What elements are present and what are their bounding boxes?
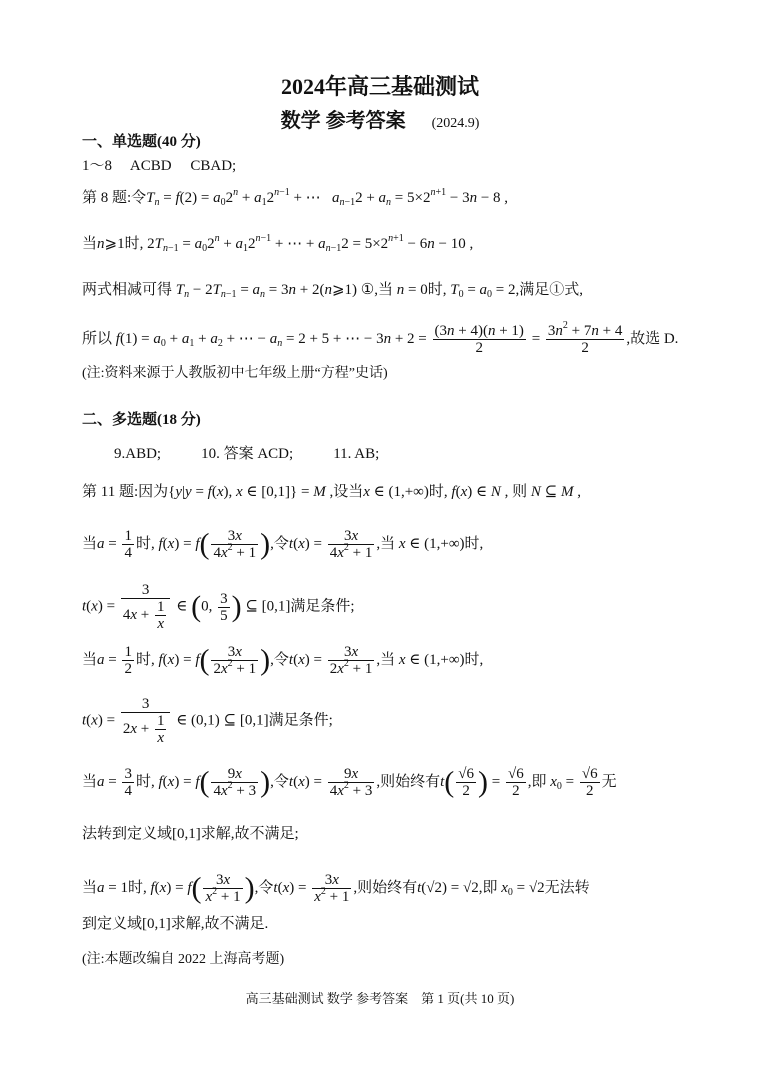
case-ie: ,即 xyxy=(478,879,498,896)
page-subtitle xyxy=(0,104,760,133)
fraction: $\frac{3x}{2x^2 + 1}$ xyxy=(213,644,257,677)
fraction: $\frac{1}{4}$ xyxy=(124,528,132,561)
case-no1b: 法转到定义域 xyxy=(82,826,173,842)
case-no2: 无法转 xyxy=(544,879,590,896)
case-when-x: ,当 xyxy=(376,651,396,668)
fraction: $\frac{3}{5}$ xyxy=(220,590,228,624)
q8-so: 所以 xyxy=(82,330,113,347)
case-always: ,则始终有 xyxy=(353,879,418,896)
case-one-cont: 到定义域[0,1]求解,故不满足. xyxy=(82,916,269,932)
case-solve: 求解,故不满足; xyxy=(200,826,299,842)
q8-when: 当 xyxy=(82,236,98,252)
case-time: 时, xyxy=(135,651,155,668)
case-quarter: 当a = $\frac{1}{4}$ 时, f(x) = f( $\frac{3x}{4x^2 + 1}$ ),令t(x) = $\frac{3x}{4x^2 + 1}$ ,当 x ∈ (1,+∞)时, xyxy=(82,527,484,561)
case-let: ,令 xyxy=(270,773,289,790)
case-time: 时, xyxy=(135,773,155,790)
case-let: ,令 xyxy=(270,535,289,552)
q8-time: 时, xyxy=(427,282,447,298)
fraction: $\frac{1}{2}$ xyxy=(124,644,132,677)
case-time-2: 时, xyxy=(464,651,484,668)
q8-intro: 第 8 题:令 xyxy=(82,190,147,206)
page-footer: 高三基础测试 数学 参考答案 第 1 页(共 10 页) xyxy=(245,991,515,1006)
case-solve2: 求解,故不满足. xyxy=(170,916,269,932)
case-let: ,令 xyxy=(270,651,289,668)
case-ok: 满足条件; xyxy=(290,598,355,615)
q11-then: 则 xyxy=(512,484,528,500)
q8-when2: 时, xyxy=(124,236,144,252)
case-no1: 无 xyxy=(601,773,617,790)
section1-heading: 一、单选题(40 分) xyxy=(82,134,201,150)
page-title: 2024年高三基础测试 xyxy=(280,74,479,99)
q8-line4: 所以 $f(1) = a_0 + a_1 + a_2$ + ⋯ − $a_n = 2 + 5$ + ⋯ − 3n + 2 = $\frac{(3n + 4)(n + 1)}{2}$ = $\frac{3n^2 + 7n + 4}{2}$ ,故选 D. xyxy=(82,320,679,356)
fraction: $\frac{3x}{4x^2 + 1}$ xyxy=(329,528,373,561)
fraction: $\frac{3n^2 + 7n + 4}{2}$ xyxy=(547,320,623,356)
section1-answers: 1～8 ACBD CBAD; xyxy=(82,158,237,174)
fraction: $\frac{3}{4}$ xyxy=(124,766,132,799)
fraction: $\frac{√6}{2}$ xyxy=(507,766,524,799)
fraction: $\frac{3x}{x^2 + 1}$ xyxy=(314,872,350,905)
q8-line2: 当n⩾1时, $2T_{n-1} = a_02^n + a_12^{n-1}$ + ⋯ + $a_{n-1}2 = 5\times 2^{n+1} - 6n - 10$ , xyxy=(82,233,474,254)
q8-sub: 两式相减可得 xyxy=(82,282,173,298)
case-ie: ,即 xyxy=(527,773,547,790)
q11-set: ,设当 xyxy=(329,484,364,500)
section1-note: (注:资料来源于人教版初中七年级上册“方程”史话) xyxy=(82,366,388,381)
case-always: ,则始终有 xyxy=(376,773,441,790)
answer-9: 9.ABD; xyxy=(114,446,162,462)
case-time: 时, xyxy=(127,879,147,896)
section2-heading: 二、多选题(18 分) xyxy=(82,412,201,428)
case-half-t: t(x) = 3 2x + $\frac{1}{x}$ ∈ (0,1) ⊆ [0,1]满足条件; xyxy=(82,696,333,746)
fraction: $\frac{3x}{x^2 + 1}$ xyxy=(205,872,241,905)
fraction: $\frac{(3n + 4)(n + 1)}{2}$ xyxy=(434,323,524,356)
q11-intro: 第 11 题:因为 xyxy=(82,484,169,500)
q8-line3: 两式相减可得 $T_n - 2T_{n-1} = a_n = 3n$ + 2(n⩾1) ①,当 n = 0时, $T_0 = a_0 = 2$,满足①式, xyxy=(82,282,584,300)
answer-11: 11. AB; xyxy=(333,446,380,462)
case-let: ,令 xyxy=(254,879,274,896)
fraction: 3 2x + $\frac{1}{x}$ xyxy=(121,696,171,746)
q8-when0: ,当 xyxy=(374,282,393,298)
case-quarter-t: t(x) = 3 4x + $\frac{1}{x}$ ∈ (0, $\frac{3}{5}$ ) ⊆ [0,1]满足条件; xyxy=(82,582,355,632)
case-when: 当 xyxy=(82,879,98,896)
case-when-x: ,当 xyxy=(376,535,396,552)
answer-10: 10. 答案 ACD; xyxy=(201,446,294,462)
subtitle-text: 数学 参考答案 xyxy=(280,110,406,132)
fraction: $\frac{9x}{4x^2 + 3}$ xyxy=(213,766,257,799)
case-three-quarter-cont: 法转到定义域[0,1]求解,故不满足; xyxy=(82,826,299,842)
section2-answers xyxy=(114,444,379,464)
case-when: 当 xyxy=(82,535,98,552)
fraction: $\frac{3x}{4x^2 + 1}$ xyxy=(213,528,257,561)
fraction: $\frac{9x}{4x^2 + 3}$ xyxy=(329,766,373,799)
fraction: $\frac{√6}{2}$ xyxy=(458,766,475,799)
case-time-2: 时, xyxy=(464,535,484,552)
case-three-quarter: 当a = $\frac{3}{4}$ 时, f(x) = f( $\frac{9x}{4x^2 + 3}$ ),令t(x) = $\frac{9x}{4x^2 + 3}$ ,则始终有t( $\frac{√6}{2}$ ) = $\frac{√6}{2}$ ,即 $x_0$ = $\frac{√6}{2}$ 无 xyxy=(82,765,617,799)
section2-note: (注:本题改编自 2022 上海高考题) xyxy=(82,952,285,967)
case-when: 当 xyxy=(82,651,98,668)
case-half: 当a = $\frac{1}{2}$ 时, f(x) = f( $\frac{3x}{2x^2 + 1}$ ),令t(x) = $\frac{3x}{2x^2 + 1}$ ,当 x ∈ (1,+∞)时, xyxy=(82,643,484,677)
fraction: $\frac{√6}{2}$ xyxy=(581,766,598,799)
case-ok: 满足条件; xyxy=(268,712,333,729)
q11-time: 时, xyxy=(428,484,448,500)
case-no2b: 到定义域 xyxy=(82,916,143,932)
q8-choose: ,故选 D. xyxy=(626,330,679,347)
exam-date: (2024.9) xyxy=(431,116,480,131)
fraction: 3 4x + $\frac{1}{x}$ xyxy=(121,582,171,632)
case-time: 时, xyxy=(135,535,155,552)
fraction: $\frac{3x}{2x^2 + 1}$ xyxy=(329,644,373,677)
q11-line1: 第 11 题:因为{y|y = f(x), x ∈ [0,1]} = M ,设当x ∈ (1,+∞)时, f(x) ∈ N , 则 N ⊆ M , xyxy=(82,484,581,500)
q8-line1: 第 8 题:令$T_n = f(2) = a_02^n + a_12^{n-1}$ + ⋯ $a_{n-1}2 + a_n = 5\times 2^{n+1} - 3n - 8$ , xyxy=(82,187,509,208)
q8-sat: ,满足①式, xyxy=(515,282,584,298)
case-when: 当 xyxy=(82,773,98,790)
case-one: 当a = 1时, f(x) = f( $\frac{3x}{x^2 + 1}$ ),令t(x) = $\frac{3x}{x^2 + 1}$ ,则始终有t(√2) = √2,即 $x_0 = √2$无法转 xyxy=(82,871,590,905)
